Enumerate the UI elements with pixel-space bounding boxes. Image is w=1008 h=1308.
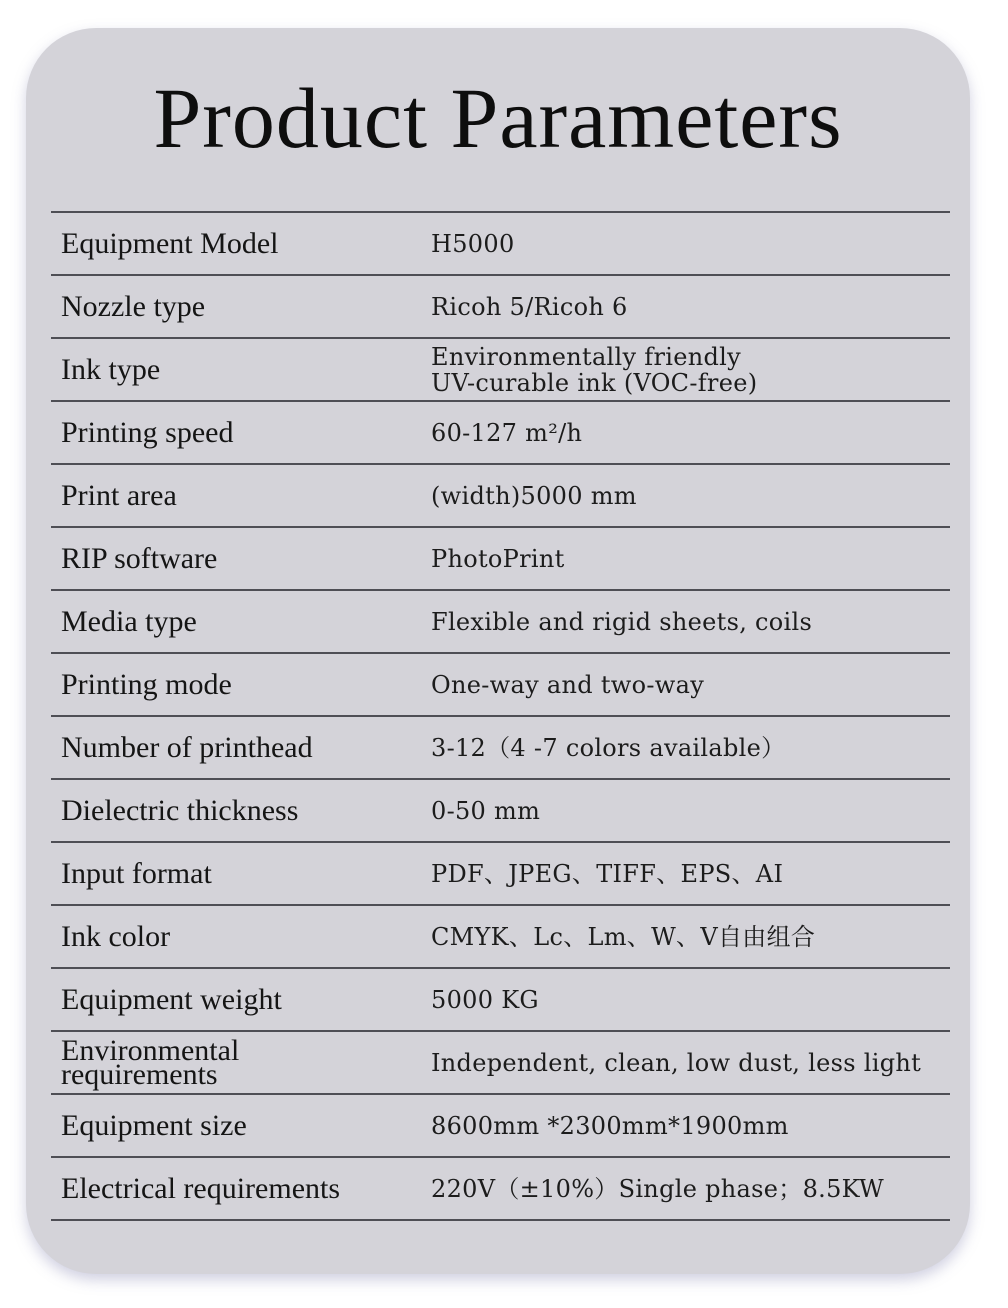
table-row (51, 652, 950, 715)
parameter-label: Printing mode (61, 667, 232, 701)
parameter-value: 220V（±10%）Single phase；8.5KW (431, 1174, 884, 1203)
parameter-label: Equipment Model (61, 226, 279, 260)
table-row (51, 211, 950, 274)
parameter-label: Nozzle type (61, 289, 206, 323)
parameter-value: 60-127 m²/h (431, 418, 583, 447)
parameter-value: CMYK、Lc、Lm、W、V自由组合 (431, 922, 816, 951)
parameter-value: Ricoh 5/Ricoh 6 (431, 292, 628, 321)
parameter-label: Dielectric thickness (61, 793, 299, 827)
table-row (51, 904, 950, 967)
page-title: Product Parameters (153, 70, 843, 166)
parameter-value: 5000 KG (431, 985, 539, 1014)
parameter-label: Equipment weight (61, 982, 282, 1016)
table-row (51, 1156, 950, 1221)
table-row (51, 274, 950, 337)
parameter-label: RIP software (61, 541, 218, 575)
parameter-label: Printing speed (61, 415, 234, 449)
table-row (51, 463, 950, 526)
parameter-value: (width)5000 mm (431, 481, 637, 510)
table-row (51, 1030, 950, 1093)
table-row (51, 967, 950, 1030)
table-row (51, 715, 950, 778)
parameter-label: Electrical requirements (61, 1171, 341, 1205)
table-row (51, 337, 950, 400)
table-row (51, 589, 950, 652)
parameter-label: Number of printhead (61, 730, 313, 764)
parameter-value: 8600mm *2300mm*1900mm (431, 1111, 789, 1140)
parameter-value: Environmentally friendly UV-curable ink (VOC-free) (431, 342, 758, 397)
parameter-label: Ink color (61, 919, 171, 953)
table-row (51, 841, 950, 904)
parameter-value: Independent, clean, low dust, less light (431, 1048, 922, 1077)
parameter-value: PDF、JPEG、TIFF、EPS、AI (431, 859, 784, 888)
parameter-label: Environmental requirements (61, 1033, 240, 1091)
table-row (51, 400, 950, 463)
parameter-label: Ink type (61, 352, 161, 386)
parameter-label: Equipment size (61, 1108, 247, 1142)
parameter-value: One-way and two-way (431, 670, 705, 699)
parameter-value: PhotoPrint (431, 544, 565, 573)
parameter-label: Input format (61, 856, 212, 890)
table-row (51, 778, 950, 841)
parameter-label: Print area (61, 478, 177, 512)
parameter-label: Media type (61, 604, 197, 638)
table-row (51, 1093, 950, 1156)
parameters-card (26, 28, 970, 1274)
table-row (51, 526, 950, 589)
parameter-value: Flexible and rigid sheets, coils (431, 607, 813, 636)
parameter-value: H5000 (431, 229, 515, 258)
parameter-value: 0-50 mm (431, 796, 541, 825)
parameter-value: 3-12（4 -7 colors available） (431, 733, 786, 762)
